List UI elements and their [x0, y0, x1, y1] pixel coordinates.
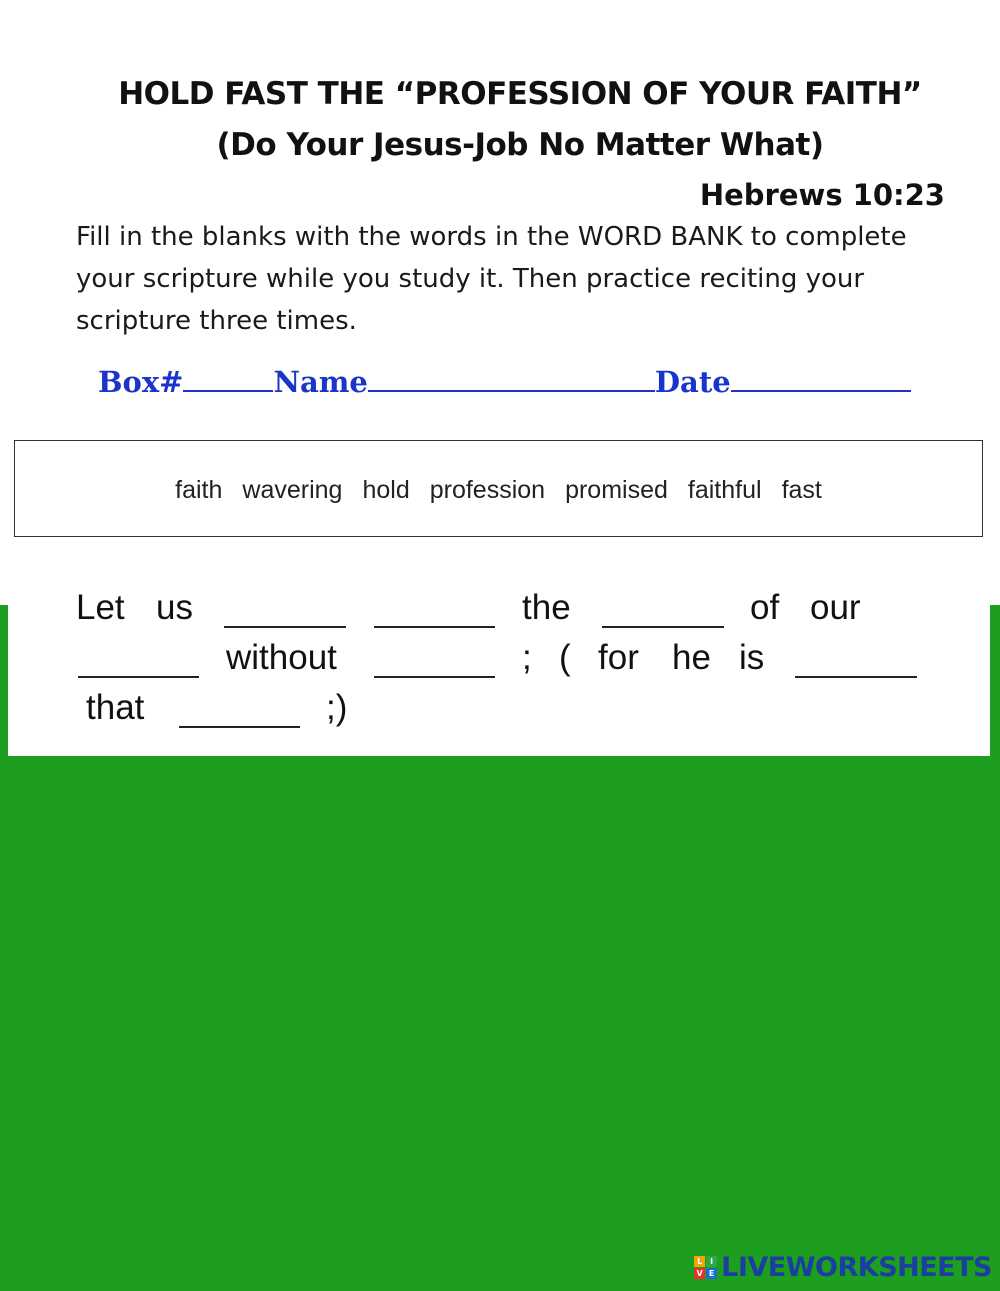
worksheet-title: HOLD FAST THE “PROFESSION OF YOUR FAITH”: [118, 76, 922, 112]
scripture-reference: Hebrews 10:23: [699, 178, 945, 212]
word-bank-item: profession: [429, 476, 546, 504]
logo-mark-cell: I: [706, 1256, 717, 1267]
date-label: Date: [654, 365, 731, 399]
scripture-word: ;: [522, 638, 532, 677]
scripture-word: ;): [326, 688, 348, 727]
word-bank-item: wavering: [242, 476, 343, 504]
box-input-line[interactable]: [183, 362, 273, 392]
date-input-line[interactable]: [731, 362, 911, 392]
word-bank-item: hold: [362, 476, 410, 504]
scripture-word: he: [672, 638, 711, 677]
answer-blank-7[interactable]: [179, 726, 300, 728]
logo-mark-cell: V: [694, 1268, 705, 1279]
scripture-card: [8, 570, 990, 756]
scripture-word: without: [226, 638, 337, 677]
answer-blank-6[interactable]: [795, 676, 917, 678]
instructions-text: Fill in the blanks with the words in the WORD BANK to complete your scripture while you study it. Then practice reciting your scripture three times.: [76, 222, 907, 336]
answer-blank-3[interactable]: [602, 626, 724, 628]
answer-blank-1[interactable]: [224, 626, 346, 628]
answer-blank-4[interactable]: [78, 676, 199, 678]
word-bank-box: [14, 440, 983, 537]
answer-blank-2[interactable]: [374, 626, 495, 628]
logo-mark-cell: L: [694, 1256, 705, 1267]
worksheet-subtitle: (Do Your Jesus-Job No Matter What): [216, 127, 824, 163]
box-label: Box#: [98, 365, 184, 399]
scripture-word: for: [598, 638, 639, 677]
student-info-fields: [98, 362, 911, 399]
word-bank-item: faithful: [687, 476, 762, 504]
logo-mark-icon: [694, 1256, 717, 1279]
name-input-line[interactable]: [368, 362, 655, 392]
scripture-word: is: [739, 638, 765, 677]
scripture-word: that: [86, 688, 145, 727]
scripture-word: (: [559, 638, 571, 677]
word-bank-item: fast: [781, 476, 822, 504]
scripture-word: the: [522, 588, 571, 627]
liveworksheets-logo: [694, 1252, 992, 1283]
word-bank-item: promised: [565, 476, 668, 504]
logo-text: LIVEWORKSHEETS: [721, 1252, 992, 1283]
word-bank-item: faith: [175, 476, 223, 504]
logo-mark-cell: E: [706, 1268, 717, 1279]
scripture-word: us: [156, 588, 193, 627]
scripture-word: Let: [76, 588, 125, 627]
word-bank-list: [175, 476, 822, 505]
scripture-word: our: [810, 588, 861, 627]
scripture-word: of: [750, 588, 780, 627]
name-label: Name: [273, 365, 368, 399]
answer-blank-5[interactable]: [374, 676, 495, 678]
